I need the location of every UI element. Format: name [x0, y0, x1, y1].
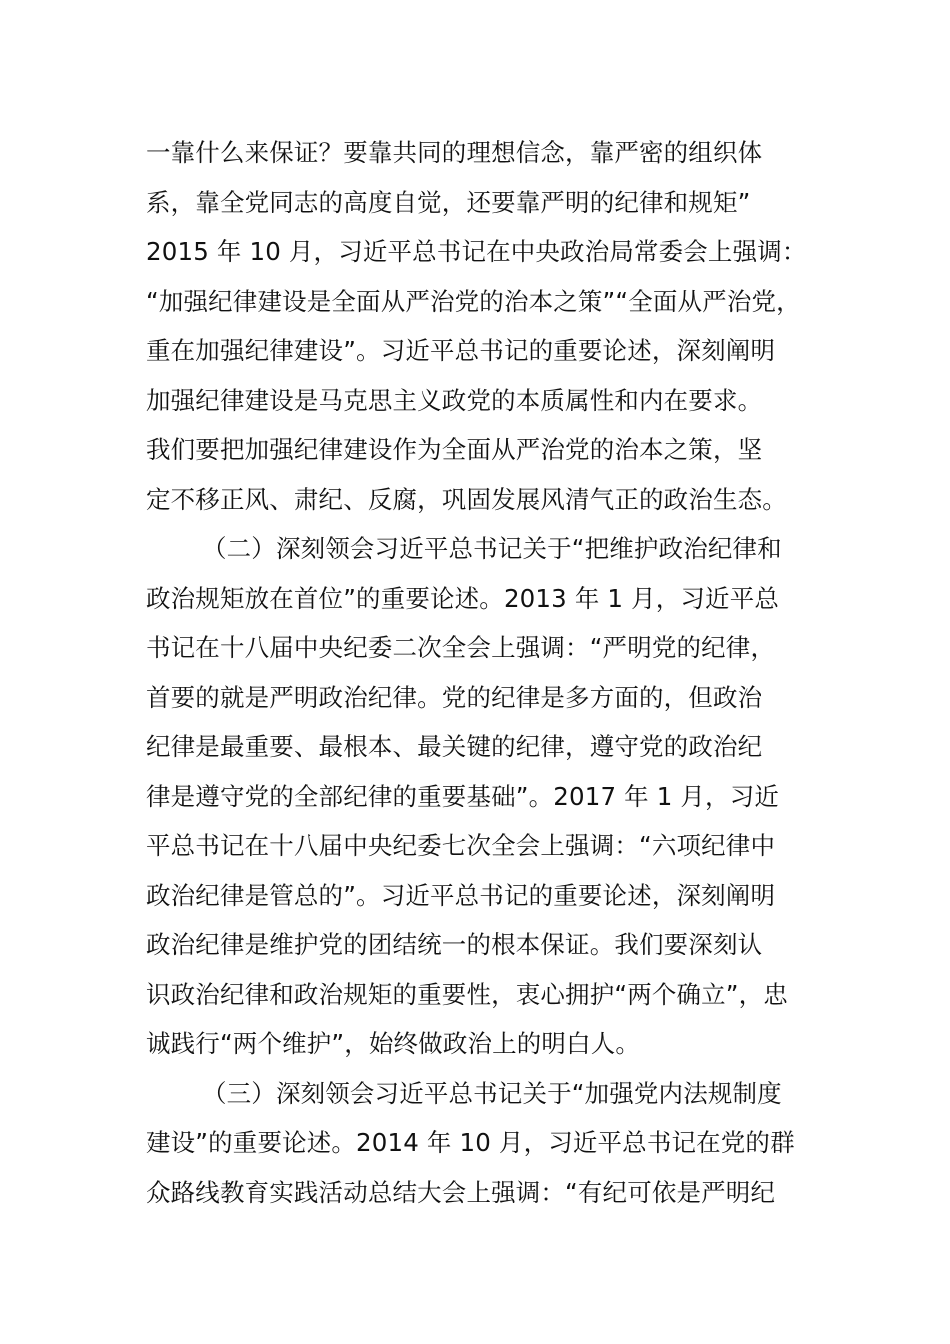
text-line-10: 政治规矩放在首位”的重要论述。2013 年 1 月，习近平总: [146, 583, 779, 613]
text-line-13: 纪律是最重要、最根本、最关键的纪律，遵守党的政治纪: [146, 732, 763, 761]
body-text: [146, 128, 846, 1217]
text-line-16: 政治纪律是管总的”。习近平总书记的重要论述，深刻阐明: [146, 880, 776, 910]
text-line-8: 定不移正风、肃纪、反腐，巩固发展风清气正的政治生态。: [146, 484, 787, 514]
text-line-2: 系，靠全党同志的高度自觉，还要靠严明的纪律和规矩”: [146, 187, 751, 217]
text-line-22: 众路线教育实践活动总结大会上强调：“有纪可依是严明纪: [146, 1177, 776, 1207]
text-line-1: 一靠什么来保证？要靠共同的理想信念，靠严密的组织体: [146, 138, 763, 167]
section-heading-2: （二）深刻领会习近平总书记关于“把维护政治纪律和: [202, 534, 782, 563]
text-line-19: 诚践行“两个维护”，始终做政治上的明白人。: [146, 1029, 641, 1058]
text-line-3: 2015 年 10 月，习近平总书记在中央政治局常委会上强调：: [146, 237, 807, 266]
text-line-18: 识政治纪律和政治规矩的重要性，衷心拥护“两个确立”，忠: [146, 979, 788, 1009]
text-line-14: 律是遵守党的全部纪律的重要基础”。2017 年 1 月，习近: [146, 781, 779, 811]
text-line-17: 政治纪律是维护党的团结统一的根本保证。我们要深刻认: [146, 930, 763, 959]
text-line-12: 首要的就是严明政治纪律。党的纪律是多方面的，但政治: [146, 682, 763, 712]
text-line-21: 建设”的重要论述。2014 年 10 月，习近平总书记在党的群: [146, 1128, 795, 1157]
text-line-4: “加强纪律建设是全面从严治党的治本之策”“全面从严治党，: [146, 286, 801, 316]
text-line-7: 我们要把加强纪律建设作为全面从严治党的治本之策，坚: [146, 435, 763, 464]
section-heading-3: （三）深刻领会习近平总书记关于“加强党内法规制度: [202, 1078, 782, 1108]
text-line-15: 平总书记在十八届中央纪委七次全会上强调：“六项纪律中: [146, 831, 776, 860]
text-line-6: 加强纪律建设是马克思主义政党的本质属性和内在要求。: [146, 385, 763, 415]
text-line-11: 书记在十八届中央纪委二次全会上强调：“严明党的纪律，: [146, 633, 776, 662]
text-line-5: 重在加强纪律建设”。习近平总书记的重要论述，深刻阐明: [146, 336, 776, 365]
